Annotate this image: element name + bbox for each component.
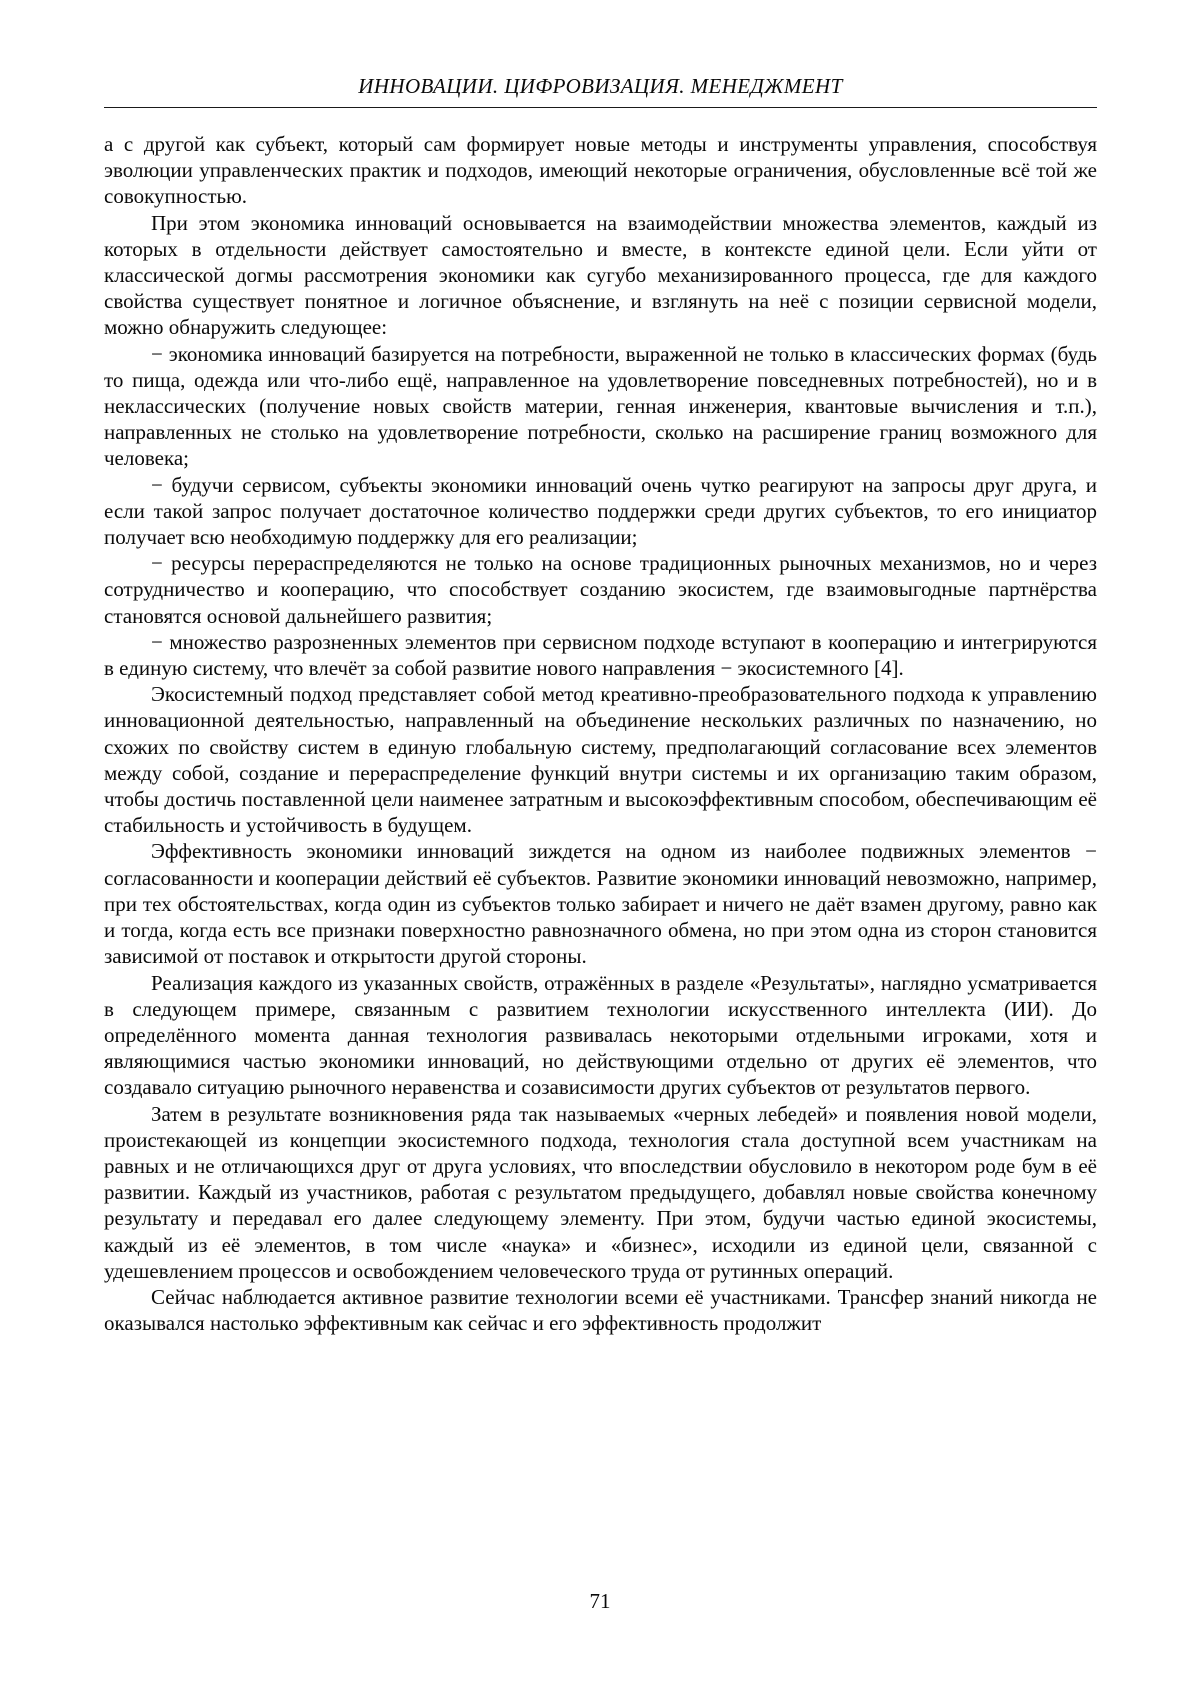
paragraph-9: Реализация каждого из указанных свойств, отражённых в разделе «Результаты», наглядно усматривается в следующем примере, связанным с развитием технологии искусственного интеллекта (ИИ). До определённого момента данная технология развивалась некоторыми отдельными игроками, хотя и являющимися частью экономики инноваций, но действующими отдельно от других её элементов, что создавало ситуацию рыночного неравенства и созависимости других субъектов от результатов первого. — [104, 970, 1097, 1100]
page-header — [104, 74, 1097, 108]
page-number: 71 — [589, 1589, 611, 1613]
paragraph-10: Затем в результате возникновения ряда так называемых «черных лебедей» и появления новой модели, проистекающей из концепции экосистемного подхода, технология стала доступной всем участникам на равных и не отличающихся друг от друга условиях, что впоследствии обусловило в некотором роде бум в её развитии. Каждый из участников, работая с результатом предыдущего, добавлял новые свойства конечному результату и передавал его далее следующему элементу. При этом, будучи частью единой экосистемы, каждый из её элементов, в том числе «наука» и «бизнес», исходили из единой цели, связанной с удешевлением процессов и освобождением человеческого труда от рутинных операций. — [104, 1101, 1097, 1283]
paragraph-7: Экосистемный подход представляет собой метод креативно-преобразовательного подхода к управлению инновационной деятельностью, направленный на объединение нескольких различных по назначению, но схожих по свойству систем в единую глобальную систему, предполагающий согласование всех элементов между собой, создание и перераспределение функций внутри системы и их организацию таким образом, чтобы достичь поставленной цели наименее затратным и высокоэффективным способом, обеспечивающим её стабильность и устойчивость в будущем. — [104, 682, 1097, 838]
paragraph-2: При этом экономика инноваций основывается на взаимодействии множества элементов, каждый из которых в отдельности действует самостоятельно и вместе, в контексте единой цели. Если уйти от классической догмы рассмотрения экономики как сугубо механизированного процесса, где для каждого свойства существует понятное и логичное объяснение, и взглянуть на неё с позиции сервисной модели, можно обнаружить следующее: — [104, 210, 1097, 340]
list-item-paragraph-1: − экономика инноваций базируется на потребности, выраженной не только в классических формах (будь то пища, одежда или что-либо ещё, направленное на удовлетворение повседневных потребностей), но и в неклассических (получение новых свойств материи, генная инженерия, квантовые вычисления и т.п.), направленных не столько на удовлетворение потребности, сколько на расширение границ возможного для человека; — [104, 341, 1097, 471]
article-body — [104, 131, 1097, 1336]
list-item-paragraph-3: − ресурсы перераспределяются не только на основе традиционных рыночных механизмов, но и через сотрудничество и кооперацию, что способствует созданию экосистем, где взаимовыгодные партнёрства становятся основой дальнейшего развития; — [104, 551, 1097, 628]
running-head-title: ИННОВАЦИИ. ЦИФРОВИЗАЦИЯ. МЕНЕДЖМЕНТ — [104, 74, 1097, 108]
paragraph-1: а с другой как субъект, который сам формирует новые методы и инструменты управления, способствуя эволюции управленческих практик и подходов, имеющий некоторые ограничения, обусловленные всё той же совокупностью. — [104, 132, 1097, 209]
list-item-paragraph-4: − множество разрозненных элементов при сервисном подходе вступают в кооперацию и интегрируются в единую систему, что влечёт за собой развитие нового направления − экосистемного [4]. — [104, 629, 1097, 681]
paragraph-8: Эффективность экономики инноваций зиждется на одном из наиболее подвижных элементов − согласованности и кооперации действий её субъектов. Развитие экономики инноваций невозможно, например, при тех обстоятельствах, когда один из субъектов только забирает и ничего не даёт взамен другому, равно как и тогда, когда есть все признаки поверхностно равнозначного обмена, но при этом одна из сторон становится зависимой от поставок и открытости другой стороны. — [104, 839, 1097, 969]
list-item-paragraph-2: − будучи сервисом, субъекты экономики инноваций очень чутко реагируют на запросы друг друга, и если такой запрос получает достаточное количество поддержки среди других субъектов, то его инициатор получает всю необходимую поддержку для его реализации; — [104, 472, 1097, 550]
paragraph-11: Сейчас наблюдается активное развитие технологии всеми её участниками. Трансфер знаний никогда не оказывался настолько эффективным как сейчас и его эффективность продолжит — [104, 1284, 1097, 1336]
